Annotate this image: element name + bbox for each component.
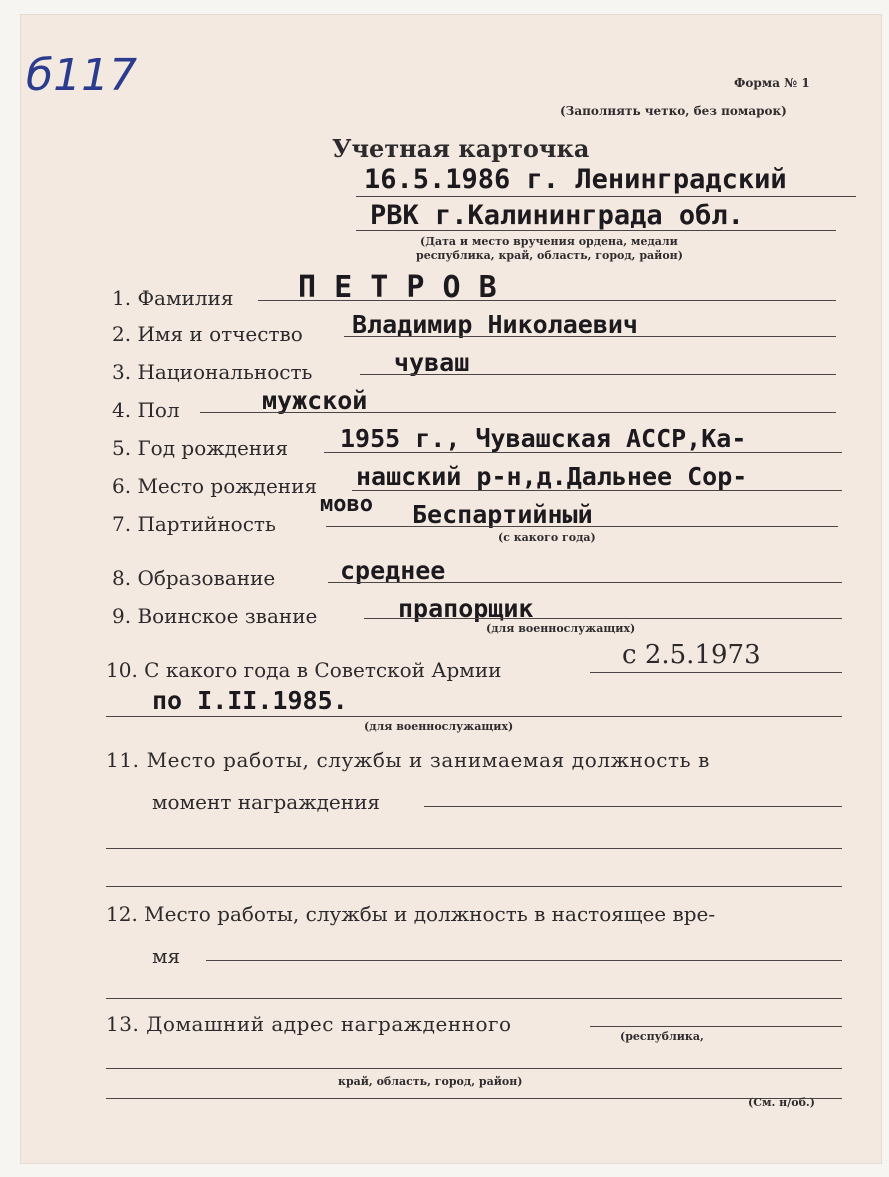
field-7-underline <box>326 526 838 527</box>
field-9-caption: (для военнослужащих) <box>486 622 636 635</box>
award-line-1: 16.5.1986 г. Ленинградский <box>364 164 787 195</box>
field-10-label: 10. С какого года в Советской Армии <box>106 658 502 682</box>
field-2-label: 2. Имя и отчество <box>112 322 303 346</box>
field-7-label: 7. Партийность <box>112 512 276 536</box>
handwritten-note: б117 <box>26 50 138 101</box>
field-13-underline-2 <box>106 1068 842 1069</box>
field-11-label-line-1: 11. Место работы, службы и занимаемая должность в <box>106 748 710 772</box>
award-caption-2: республика, край, область, город, район) <box>416 249 683 262</box>
field-6-label: 6. Место рождения <box>112 474 318 498</box>
field-10-underline <box>590 672 842 673</box>
field-13-label: 13. Домашний адрес награжденного <box>106 1012 512 1036</box>
field-9-underline <box>364 618 842 619</box>
form-instruction: (Заполнять четко, без помарок) <box>560 104 787 118</box>
field-11-underline-2 <box>106 848 842 849</box>
field-3-underline <box>360 374 836 375</box>
field-8-value: среднее <box>340 556 446 585</box>
field-1-label: 1. Фамилия <box>112 286 234 310</box>
field-12-label-line-1: 12. Место работы, службы и должность в настоящее вре- <box>106 902 716 926</box>
field-9-value: прапорщик <box>398 594 534 623</box>
field-8-label: 8. Образование <box>112 566 276 590</box>
field-7-value: Беспартийный <box>412 500 593 529</box>
field-13-caption-2: край, область, город, район) <box>338 1075 523 1088</box>
page-title: Учетная карточка <box>332 134 590 163</box>
award-underline-2 <box>356 230 836 231</box>
award-caption-1: (Дата и место вручения ордена, медали <box>420 235 678 248</box>
form-number: Форма № 1 <box>734 76 810 90</box>
field-10-underline-2 <box>106 716 842 717</box>
field-9-label: 9. Воинское звание <box>112 604 318 628</box>
field-11-label-line-2: момент награждения <box>152 790 381 814</box>
field-12-label-line-2: мя <box>152 944 181 968</box>
field-6-value: нашский р-н,д.Дальнее Сор- <box>356 462 748 491</box>
field-5-label: 5. Год рождения <box>112 436 289 460</box>
footer-note: (См. н/об.) <box>748 1096 815 1109</box>
field-6-value-continued: мово <box>320 492 373 517</box>
field-4-underline <box>200 412 836 413</box>
field-7-caption: (с какого года) <box>498 531 596 544</box>
field-11-underline-3 <box>106 886 842 887</box>
field-12-underline-1 <box>206 960 842 961</box>
field-13-underline-1 <box>590 1026 842 1027</box>
award-line-2: РВК г.Калининграда обл. <box>370 200 744 231</box>
field-2-value: Владимир Николаевич <box>352 310 638 339</box>
field-5-underline <box>324 452 842 453</box>
field-4-label: 4. Пол <box>112 398 180 422</box>
field-10-value: с 2.5.1973 <box>622 640 761 670</box>
field-10-value-2: по I.II.1985. <box>152 686 348 715</box>
award-underline-1 <box>356 196 856 197</box>
field-13-caption-1: (республика, <box>620 1030 704 1043</box>
field-1-underline <box>258 300 836 301</box>
field-12-underline-2 <box>106 998 842 999</box>
field-11-underline-1 <box>424 806 842 807</box>
field-2-underline <box>344 336 836 337</box>
field-10-caption: (для военнослужащих) <box>364 720 514 733</box>
field-4-value: мужской <box>262 386 368 415</box>
field-6-underline <box>352 490 842 491</box>
field-8-underline <box>328 582 842 583</box>
field-5-value: 1955 г., Чувашская АССР,Ка- <box>340 424 747 453</box>
field-3-label: 3. Национальность <box>112 360 313 384</box>
field-1-value: П Е Т Р О В <box>298 270 497 305</box>
field-13-underline-3 <box>106 1098 842 1099</box>
field-3-value: чуваш <box>394 348 470 377</box>
